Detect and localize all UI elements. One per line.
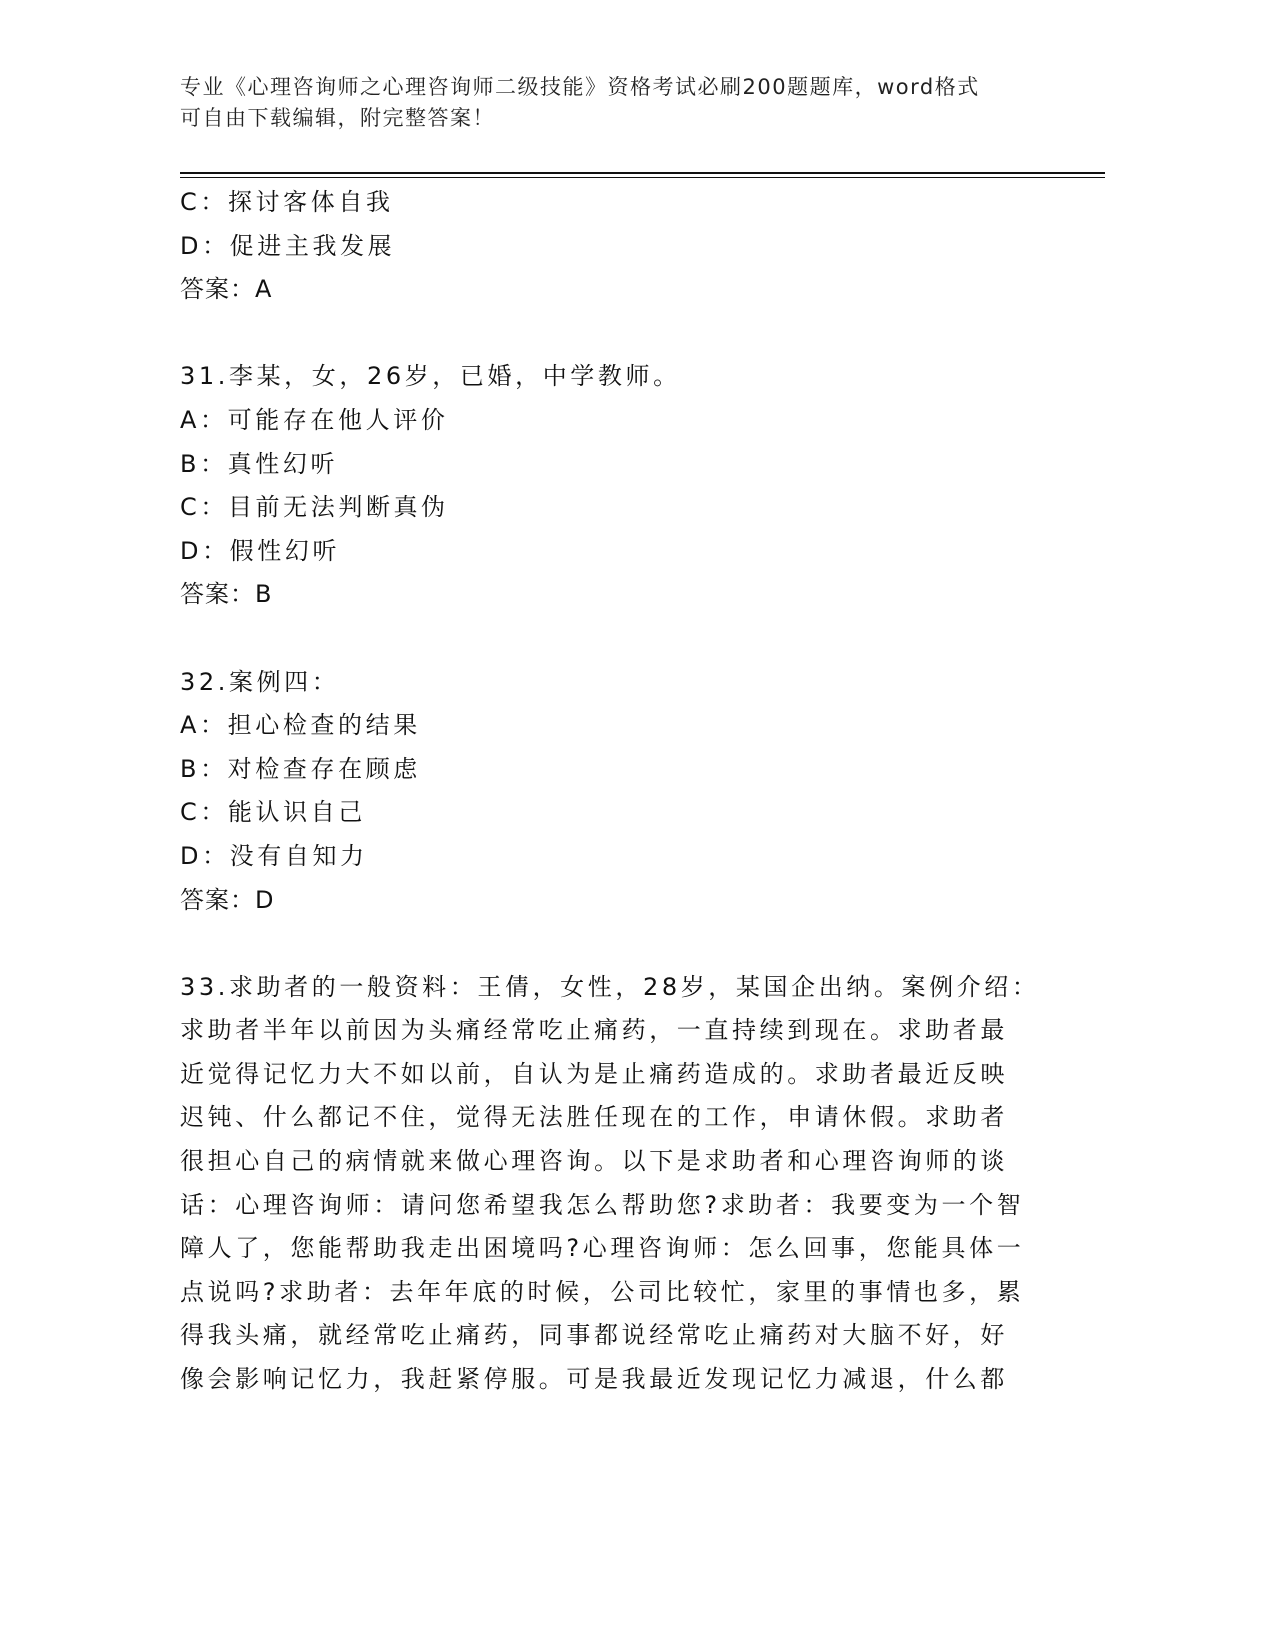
paragraph-line: 近觉得记忆力大不如以前，自认为是止痛药造成的。求助者最近反映 (180, 1059, 1008, 1088)
header-line-2: 可自由下载编辑，附完整答案！ (180, 106, 495, 130)
paragraph-line: 话：心理咨询师：请问您希望我怎么帮助您?求助者：我要变为一个智 (180, 1190, 1025, 1219)
answer: 答案：A (180, 275, 273, 304)
header-divider-thin (180, 177, 1105, 178)
document-body (180, 181, 1040, 1402)
option-b: B：对检查存在顾虑 (180, 754, 421, 783)
paragraph-line: 像会影响记忆力，我赶紧停服。可是我最近发现记忆力减退，什么都 (180, 1365, 1008, 1394)
option-a: A：可能存在他人评价 (180, 405, 449, 434)
option-c: C：探讨客体自我 (180, 188, 394, 216)
paragraph-line: 很担心自己的病情就来做心理咨询。以下是求助者和心理咨询师的谈 (180, 1147, 1008, 1176)
paragraph-line: 求助者半年以前因为头痛经常吃止痛药，一直持续到现在。求助者最 (180, 1016, 1008, 1045)
answer: 答案：D (180, 885, 275, 914)
question-31 (180, 355, 1040, 617)
paragraph-line: 迟钝、什么都记不住，觉得无法胜任现在的工作，申请休假。求助者 (180, 1103, 1008, 1132)
option-b: B：真性幻听 (180, 449, 339, 478)
header-line-1: 专业《心理咨询师之心理咨询师二级技能》资格考试必刷200题题库，word格式 (180, 75, 980, 99)
paragraph-line: 33.求助者的一般资料：王倩，女性，28岁，某国企出纳。案例介绍： (180, 972, 1040, 1001)
question-stem: 32.案例四： (180, 667, 340, 696)
option-c: C：目前无法判断真伪 (180, 493, 449, 522)
question-stem: 31.李某，女，26岁，已婚，中学教师。 (180, 362, 681, 391)
paragraph-line: 点说吗?求助者：去年年底的时候，公司比较忙，家里的事情也多，累 (180, 1277, 1025, 1306)
question-33 (180, 966, 1040, 1402)
answer: 答案：B (180, 580, 273, 609)
paragraph-line: 得我头痛，就经常吃止痛药，同事都说经常吃止痛药对大脑不好，好 (180, 1321, 1008, 1350)
question-32 (180, 661, 1040, 923)
option-d: D：没有自知力 (180, 841, 368, 870)
option-c: C：能认识自己 (180, 798, 366, 827)
paragraph-line: 障人了，您能帮助我走出困境吗?心理咨询师：怎么回事，您能具体一 (180, 1234, 1025, 1263)
option-a: A：担心检查的结果 (180, 711, 421, 740)
document-header (180, 72, 1040, 134)
option-d: D：假性幻听 (180, 536, 341, 565)
header-divider (180, 172, 1105, 174)
question-30-tail (180, 181, 1040, 312)
option-d: D：促进主我发展 (180, 231, 396, 260)
